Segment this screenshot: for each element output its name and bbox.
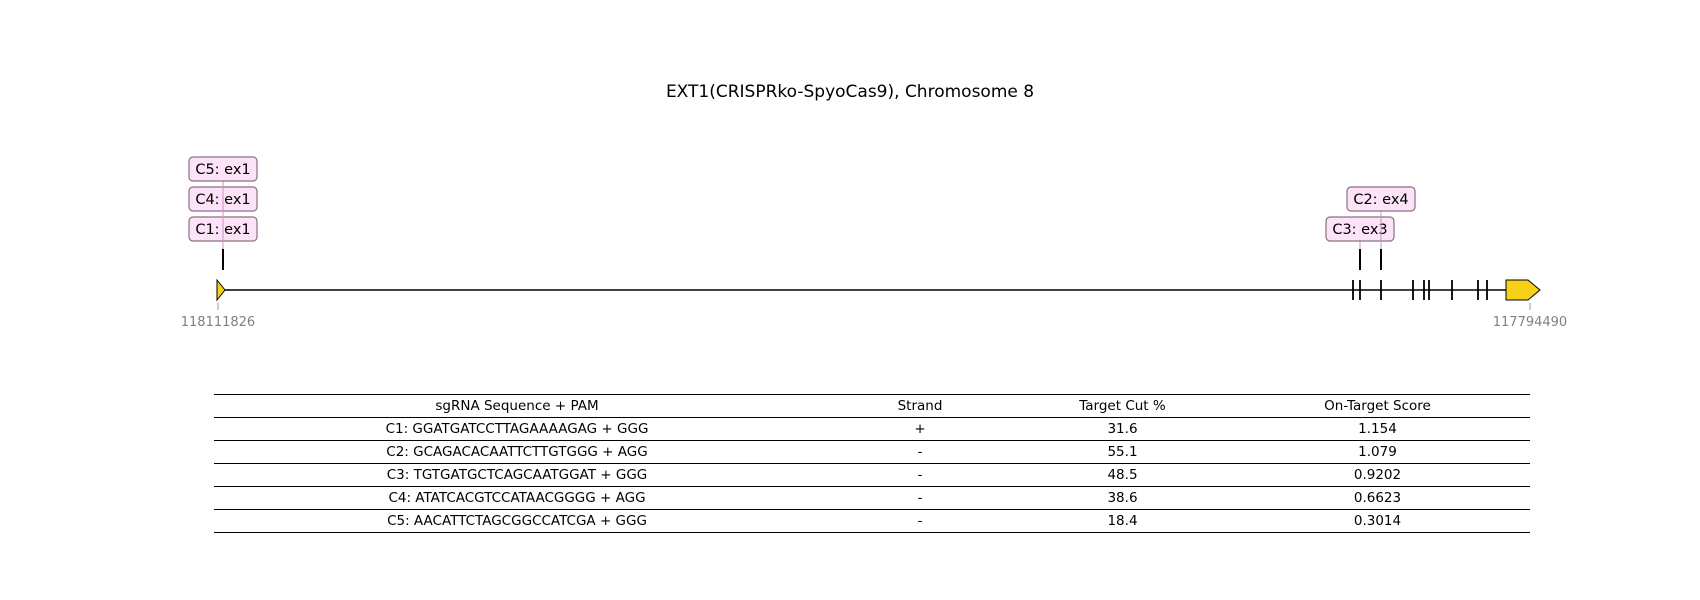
cell-sequence: C4: ATATCACGTCCATAACGGGG + AGG (214, 487, 820, 510)
cell-sequence: C5: AACATTCTAGCGGCCATCGA + GGG (214, 510, 820, 533)
table-row (214, 487, 1530, 510)
table-row (214, 464, 1530, 487)
cell-sequence: C1: GGATGATCCTTAGAAAAGAG + GGG (214, 418, 820, 441)
cell-target-cut: 48.5 (1020, 464, 1225, 487)
table-row (214, 441, 1530, 464)
header-sequence: sgRNA Sequence + PAM (214, 395, 820, 418)
table-row (214, 418, 1530, 441)
table-header-row (214, 395, 1530, 418)
guide-markers (189, 157, 1415, 270)
gene-start-arrow (217, 280, 225, 300)
guide-table (214, 394, 1530, 533)
cell-sequence: C2: GCAGACACAATTCTTGTGGG + AGG (214, 441, 820, 464)
cell-score: 1.079 (1225, 441, 1530, 464)
header-on-target-score: On-Target Score (1225, 395, 1530, 418)
cell-target-cut: 38.6 (1020, 487, 1225, 510)
end-coordinate: 117794490 (1492, 315, 1568, 330)
cell-target-cut: 31.6 (1020, 418, 1225, 441)
cell-target-cut: 55.1 (1020, 441, 1225, 464)
header-strand: Strand (820, 395, 1020, 418)
cell-strand: - (820, 487, 1020, 510)
table-row (214, 510, 1530, 533)
start-coordinate: 118111826 (180, 315, 256, 330)
guide-label: C1: ex1 (195, 222, 251, 238)
cell-sequence: C3: TGTGATGCTCAGCAATGGAT + GGG (214, 464, 820, 487)
guide-label: C4: ex1 (195, 192, 251, 208)
header-target-cut: Target Cut % (1020, 395, 1225, 418)
cell-score: 0.3014 (1225, 510, 1530, 533)
cell-target-cut: 18.4 (1020, 510, 1225, 533)
figure-title: EXT1(CRISPRko-SpyoCas9), Chromosome 8 (665, 82, 1035, 102)
cell-score: 1.154 (1225, 418, 1530, 441)
guide-label: C3: ex3 (1332, 222, 1388, 238)
cell-strand: + (820, 418, 1020, 441)
cell-score: 0.9202 (1225, 464, 1530, 487)
cell-strand: - (820, 441, 1020, 464)
cell-strand: - (820, 464, 1020, 487)
guide-label: C5: ex1 (195, 162, 251, 178)
cell-strand: - (820, 510, 1020, 533)
cell-score: 0.6623 (1225, 487, 1530, 510)
guide-label: C2: ex4 (1353, 192, 1409, 208)
gene-end-arrow (1506, 280, 1540, 300)
